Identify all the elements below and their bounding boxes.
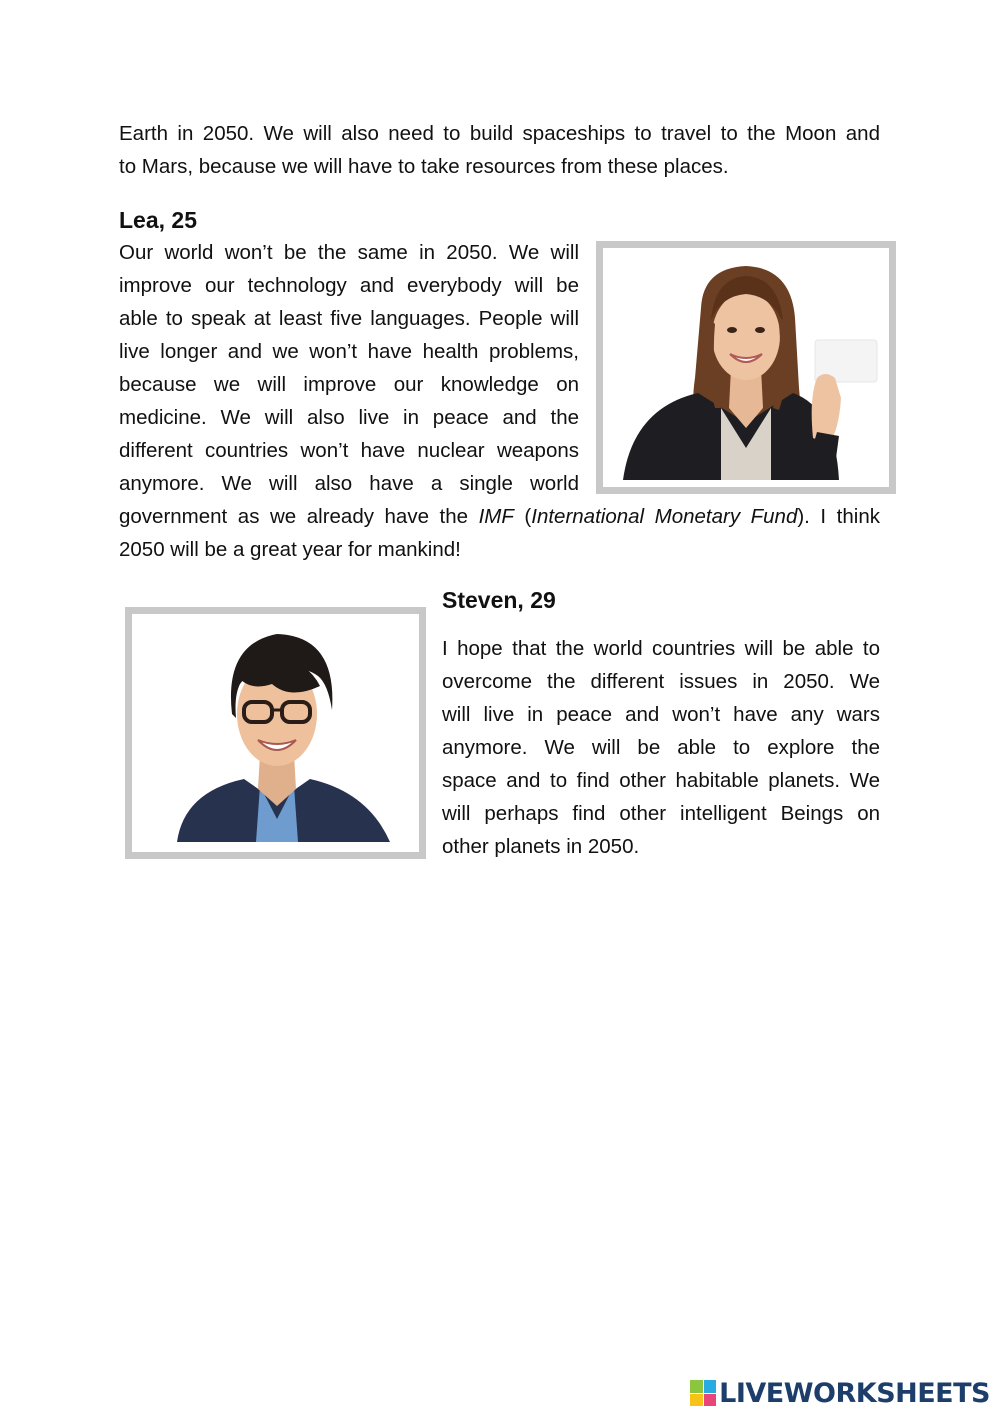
- intro-line: to Mars, because we will have to take resources from these places.: [119, 155, 729, 178]
- lea-line: because we will improve our knowledge on: [119, 373, 579, 396]
- man-portrait-illustration: [132, 614, 419, 852]
- liveworksheets-logo[interactable]: [690, 1376, 990, 1410]
- paren-open: (: [513, 505, 532, 528]
- lea-line-imf: [119, 500, 880, 533]
- steven-paragraph: [442, 632, 880, 863]
- liveworksheets-logo-text: LIVEWORKSHEETS: [719, 1377, 990, 1409]
- steven-line: overcome the different issues in 2050. We: [442, 670, 880, 693]
- steven-line: will live in peace and won’t have any wars: [442, 703, 880, 726]
- lea-line: improve our technology and everybody will be: [119, 274, 579, 297]
- steven-line: I hope that the world countries will be able to: [442, 637, 880, 660]
- intro-line: Earth in 2050. We will also need to build spaceships to travel to the Moon and: [119, 122, 880, 145]
- steven-line: anymore. We will be able to explore the: [442, 736, 880, 759]
- lea-line: 2050 will be a great year for mankind!: [119, 538, 461, 561]
- steven-line: will perhaps find other intelligent Beings on: [442, 802, 880, 825]
- lea-photo: [596, 241, 896, 494]
- liveworksheets-logo-icon: [690, 1380, 716, 1406]
- steven-heading: Steven, 29: [442, 587, 556, 613]
- woman-portrait-illustration: [603, 248, 889, 487]
- imf-full-name: International Monetary Fund: [531, 505, 798, 528]
- steven-line: space and to find other habitable planets. We: [442, 769, 880, 792]
- lea-line: live longer and we won’t have health problems,: [119, 340, 579, 363]
- imf-abbreviation: IMF: [478, 505, 514, 528]
- steven-photo: [125, 607, 426, 859]
- lea-heading: Lea, 25: [119, 207, 197, 233]
- intro-paragraph: [119, 117, 880, 183]
- lea-line: different countries won’t have nuclear weapons: [119, 439, 579, 462]
- lea-line-suffix: ). I think: [797, 505, 880, 528]
- lea-line: able to speak at least five languages. People will: [119, 307, 579, 330]
- lea-line-prefix: government as we already have the: [119, 505, 479, 528]
- lea-line: anymore. We will also have a single world: [119, 472, 579, 495]
- lea-line: Our world won’t be the same in 2050. We will: [119, 241, 579, 264]
- lea-line: medicine. We will also live in peace and the: [119, 406, 579, 429]
- steven-line: other planets in 2050.: [442, 835, 640, 858]
